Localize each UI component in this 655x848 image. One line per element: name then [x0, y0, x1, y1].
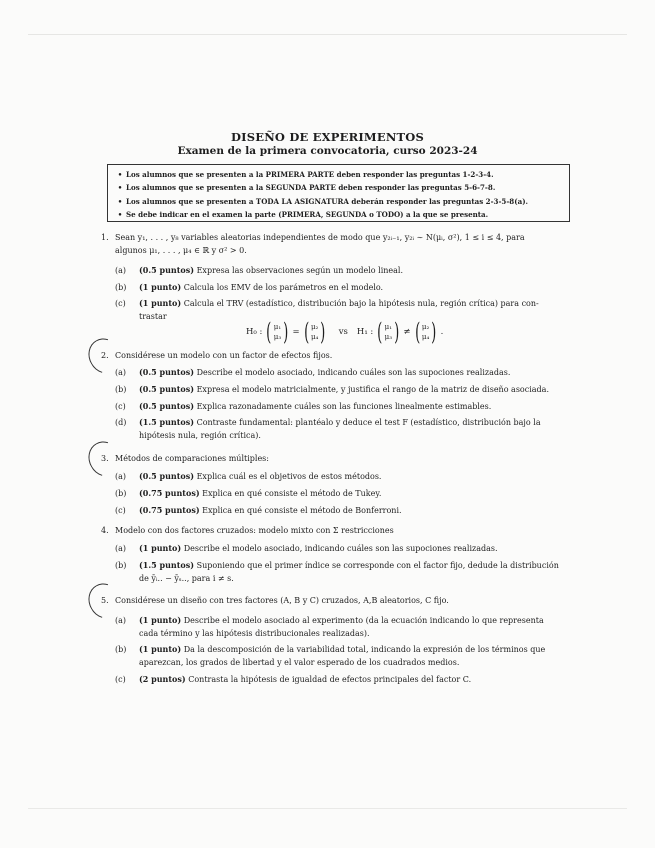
text-line: ( — [377, 318, 383, 346]
text-segment: Calcula los EMV de los parámetros en el modelo. — [183, 283, 384, 292]
text-segment: trastar — [139, 312, 167, 321]
text-segment: (0.75 puntos) — [139, 488, 200, 498]
question-4-part-b — [115, 559, 585, 585]
text-line: ) — [320, 318, 326, 346]
text-line — [311, 322, 318, 342]
bullet-icon: • — [117, 196, 123, 206]
text-segment: (0.75 puntos) — [139, 505, 200, 515]
text-segment: Explica en qué consiste el método de Tukey. — [202, 489, 382, 498]
text-segment: Expresa el modelo matricialmente, y justifica el rango de la matriz de diseño asociada. — [196, 385, 549, 394]
text-segment: 3. — [101, 454, 109, 463]
text-segment: μ₁ — [384, 323, 393, 331]
text-segment: μ₁ — [273, 323, 282, 331]
text-line — [115, 470, 585, 483]
text-segment: (0.5 puntos) — [139, 384, 195, 394]
text-line — [115, 281, 585, 294]
text-segment: de ȳᵢ.. − ȳₛ.., para i ≠ s. — [139, 574, 234, 583]
text-line — [115, 614, 585, 627]
text-segment: (c) — [115, 675, 126, 684]
question-2 — [101, 349, 581, 362]
question-2-part-c — [115, 400, 585, 413]
text-line: ) — [394, 318, 400, 346]
text-segment: Describe el modelo asociado al experimento (da la ecuación indicando lo que representa — [183, 616, 544, 625]
text-segment: (0.5 puntos) — [139, 265, 195, 275]
text-segment: (d) — [115, 418, 127, 427]
question-4 — [101, 524, 581, 537]
text-line — [101, 231, 581, 244]
text-segment: (0.5 puntos) — [139, 367, 195, 377]
text-segment: aparezcan, los grados de libertad y el valor esperado de los cuadrados medios. — [139, 658, 460, 667]
text-line — [115, 542, 585, 555]
scan-edge-bottom — [28, 808, 627, 809]
question-2-part-b — [115, 383, 585, 396]
mean-vector — [302, 320, 328, 344]
question-stem-cont: algunos μ₁, . . . , μ₄ ∈ ℝ y σ² > 0. — [115, 246, 247, 255]
text-segment: (a) — [115, 616, 127, 625]
text-line — [385, 322, 392, 342]
text-segment: (0.5 puntos) — [139, 401, 195, 411]
text-segment: μ₄ — [311, 333, 319, 341]
text-line — [115, 559, 585, 572]
text-segment: (a) — [115, 368, 127, 377]
text-line — [101, 349, 581, 362]
instruction-line — [114, 195, 565, 208]
mean-vector — [375, 320, 401, 344]
text-segment: (1 punto) — [139, 615, 182, 625]
text-line — [115, 383, 585, 396]
text-line: ( — [266, 318, 272, 346]
mean-vector — [264, 320, 290, 344]
text-line — [101, 524, 581, 537]
text-segment: Explica cuál es el objetivos de estos métodos. — [196, 472, 382, 481]
text-segment: (b) — [115, 283, 127, 292]
text-segment: μ₃ — [273, 333, 282, 341]
text-segment: (1 punto) — [139, 543, 182, 553]
instructions-box — [107, 164, 570, 222]
text-segment: ≠ — [403, 327, 411, 337]
text-line: ( — [414, 318, 420, 346]
text-segment: Contrasta la hipótesis de igualdad de efectos principales del factor C. — [188, 675, 472, 684]
question-stem: Sean y₁, . . . , y₈ variables aleatorias independientes de modo que y₂ᵢ₋₁, y₂ᵢ ∼ N(μᵢ, σ²), 1 ≤ i ≤ 4, para — [115, 233, 525, 242]
text-segment: Contraste fundamental: plantéalo y deduce el test F (estadístico, distribución bajo la — [196, 418, 541, 427]
text-line — [115, 673, 585, 686]
text-segment: (1.5 puntos) — [139, 417, 195, 427]
text-line: ( — [303, 318, 309, 346]
text-line — [422, 322, 429, 342]
question-5-part-a — [115, 614, 585, 640]
text-segment: Calcula el TRV (estadístico, distribución bajo la hipótesis nula, región crítica) para con- — [183, 299, 539, 308]
text-segment: Se debe indicar en el examen la parte (PRIMERA, SEGUNDA o TODO) a la que se presenta. — [126, 209, 489, 219]
text-segment: (c) — [115, 402, 126, 411]
text-line — [115, 504, 585, 517]
instruction-line — [114, 181, 565, 194]
text-segment: Describe el modelo asociado, indicando cuáles son las supociones realizadas. — [196, 368, 511, 377]
text-segment: (b) — [115, 645, 127, 654]
text-line — [115, 264, 585, 277]
text-segment: 5. — [101, 596, 109, 605]
text-line — [115, 643, 585, 656]
question-3 — [101, 452, 581, 465]
question-1-part-b — [115, 281, 585, 294]
text-segment: Da la descomposición de la variabilidad total, indicando la expresión de los términos que — [183, 645, 546, 654]
text-segment: μ₂ — [421, 323, 430, 331]
text-segment: (b) — [115, 385, 127, 394]
text-segment: (c) — [115, 299, 126, 308]
text-segment: Los alumnos que se presenten a TODA LA ASIGNATURA deberán responder las preguntas 2-3-5-8(a). — [126, 196, 529, 206]
question-4-part-a — [115, 542, 585, 555]
question-stem: Métodos de comparaciones múltiples: — [115, 454, 269, 463]
question-5 — [101, 594, 581, 607]
text-segment: 4. — [101, 526, 109, 535]
text-segment: Explica en qué consiste el método de Bonferroni. — [202, 506, 402, 515]
text-segment: (2 puntos) — [139, 674, 186, 684]
text-line: ) — [431, 318, 437, 346]
text-segment: H₁ : — [356, 327, 374, 337]
text-segment: (1 punto) — [139, 644, 182, 654]
text-segment: = — [292, 327, 300, 337]
text-segment: Los alumnos que se presenten a la PRIMERA PARTE deben responder las preguntas 1-2-3-4. — [126, 170, 494, 179]
text-segment: Suponiendo que el primer índice se corresponde con el factor fijo, dedude la distribución — [196, 561, 559, 570]
bullet-icon: • — [117, 170, 123, 179]
text-segment: (a) — [115, 266, 127, 275]
text-segment: 2. — [101, 351, 109, 360]
mean-vector — [413, 320, 439, 344]
question-stem: Considérese un diseño con tres factores (A, B y C) cruzados, A,B aleatorios, C fijo. — [115, 596, 449, 605]
text-segment: μ₂ — [311, 323, 319, 331]
text-segment: 1. — [101, 233, 109, 242]
question-5-part-b — [115, 643, 585, 669]
exam-subtitle: Examen de la primera convocatoria, curso 2023-24 — [177, 145, 478, 157]
question-3-part-b — [115, 487, 585, 500]
text-segment: Describe el modelo asociado, indicando cuáles son las supociones realizadas. — [183, 544, 498, 553]
question-3-part-c — [115, 504, 585, 517]
text-segment: μ₄ — [421, 333, 430, 341]
text-segment: (b) — [115, 489, 127, 498]
text-line — [101, 452, 581, 465]
hypothesis-formula — [246, 320, 443, 344]
text-segment: (a) — [115, 472, 127, 481]
text-segment: Explica razonadamente cuáles son las funciones linealmente estimables. — [196, 402, 492, 411]
text-segment: (c) — [115, 506, 126, 515]
question-stem: Considérese un modelo con un factor de efectos fijos. — [115, 351, 333, 360]
text-line — [101, 594, 581, 607]
text-segment: (a) — [115, 544, 127, 553]
text-segment: Expresa las observaciones según un modelo lineal. — [196, 266, 404, 275]
scan-edge-top — [28, 34, 627, 35]
text-segment: (0.5 puntos) — [139, 471, 195, 481]
text-line — [115, 416, 585, 429]
text-line — [115, 297, 585, 310]
exam-title: DISEÑO DE EXPERIMENTOS — [230, 130, 425, 144]
text-line: ) — [283, 318, 289, 346]
instruction-line — [114, 208, 565, 221]
text-segment: . — [440, 327, 444, 337]
question-2-part-a — [115, 366, 585, 379]
bullet-icon: • — [117, 183, 123, 193]
text-line — [115, 487, 585, 500]
question-1 — [101, 231, 581, 257]
text-segment: Los alumnos que se presenten a la SEGUNDA PARTE deben responder las preguntas 5-6-7-8. — [126, 183, 496, 193]
question-2-part-d — [115, 416, 585, 442]
text-segment: vs — [338, 327, 348, 337]
text-line — [274, 322, 281, 342]
text-segment: hipótesis nula, región crítica). — [139, 431, 261, 440]
text-segment: H₀ : — [246, 327, 263, 337]
text-line — [115, 400, 585, 413]
text-segment: cada término y las hipótesis distribucionales realizadas). — [139, 629, 370, 638]
question-stem: Modelo con dos factores cruzados: modelo mixto con Σ restricciones — [115, 526, 394, 535]
bullet-icon: • — [117, 209, 123, 219]
text-segment: (1.5 puntos) — [139, 560, 195, 570]
text-line — [115, 366, 585, 379]
text-segment: (1 punto) — [139, 298, 182, 308]
instruction-line — [114, 168, 565, 181]
question-3-part-a — [115, 470, 585, 483]
text-segment: (1 punto) — [139, 282, 182, 292]
text-segment: (b) — [115, 561, 127, 570]
question-1-part-a — [115, 264, 585, 277]
question-5-part-c — [115, 673, 585, 686]
text-segment: μ₃ — [384, 333, 393, 341]
